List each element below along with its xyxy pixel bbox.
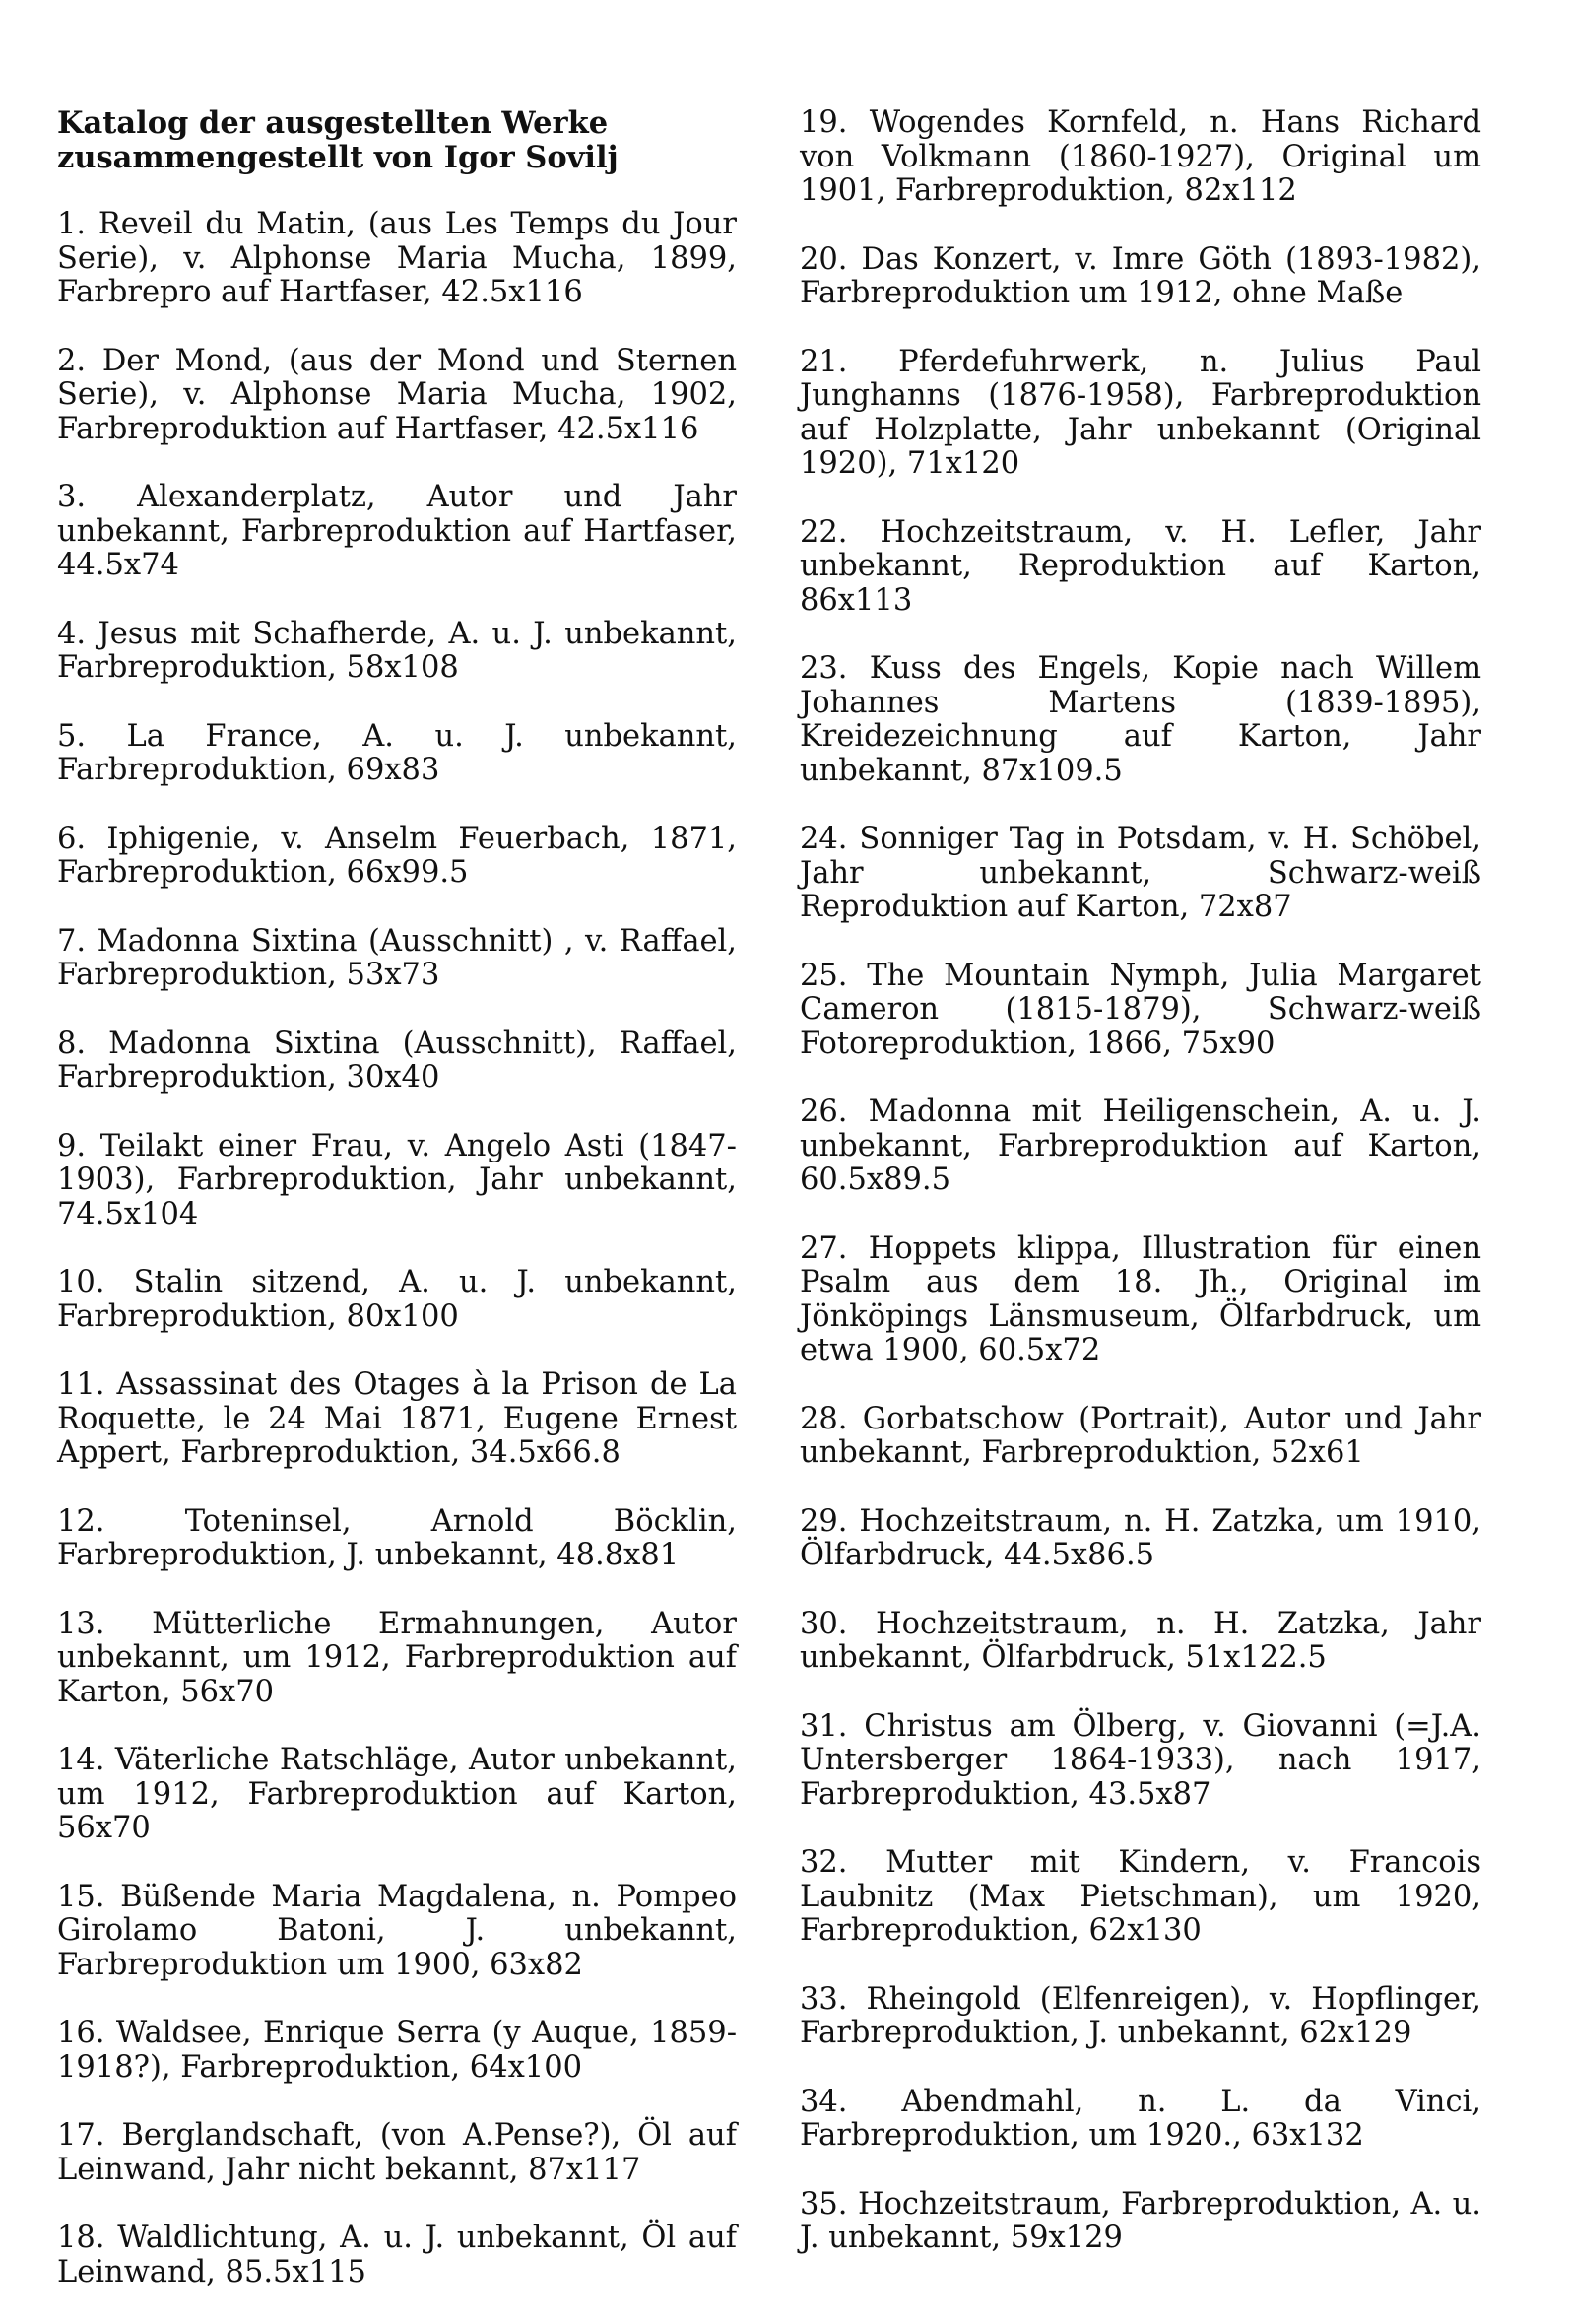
catalog-entry: 14. Väterliche Ratschläge, Autor unbekannt, um 1912, Farbreproduktion auf Karton, 56x70 [57, 1743, 737, 1845]
catalog-entry: 10. Stalin sitzend, A. u. J. unbekannt, Farbreproduktion, 80x100 [57, 1265, 737, 1334]
catalog-entry: 5. La France, A. u. J. unbekannt, Farbreproduktion, 69x83 [57, 718, 737, 787]
catalog-entry: 34. Abendmahl, n. L. da Vinci, Farbreproduktion, um 1920., 63x132 [800, 2084, 1481, 2153]
catalog-entry: 21. Pferdefuhrwerk, n. Julius Paul Junghanns (1876-1958), Farbreproduktion auf Holzplatte, Jahr unbekannt (Original 1920), 71x120 [800, 344, 1481, 481]
right-column [800, 106, 1481, 2291]
catalog-entry: 19. Wogendes Kornfeld, n. Hans Richard von Volkmann (1860-1927), Original um 1901, Farbreproduktion, 82x112 [800, 105, 1481, 208]
catalog-entry: 25. The Mountain Nymph, Julia Margaret Cameron (1815-1879), Schwarz-weiß Fotoreproduktion, 1866, 75x90 [800, 958, 1481, 1061]
catalog-entry: 24. Sonniger Tag in Potsdam, v. H. Schöbel, Jahr unbekannt, Schwarz-weiß Reproduktion auf Karton, 72x87 [800, 822, 1481, 924]
catalog-entry: 6. Iphigenie, v. Anselm Feuerbach, 1871, Farbreproduktion, 66x99.5 [57, 821, 737, 890]
left-column [57, 106, 737, 2324]
catalog-entry: 35. Hochzeitstraum, Farbreproduktion, A. u. J. unbekannt, 59x129 [800, 2186, 1481, 2255]
catalog-entry: 32. Mutter mit Kindern, v. Francois Laubnitz (Max Pietschman), um 1920, Farbreproduktion, 62x130 [800, 1845, 1481, 1948]
catalog-entry: 31. Christus am Ölberg, v. Giovanni (=J.A. Untersberger 1864-1933), nach 1917, Farbreproduktion, 43.5x87 [800, 1708, 1481, 1812]
catalog-entry: 7. Madonna Sixtina (Ausschnitt) , v. Raffael, Farbreproduktion, 53x73 [57, 923, 737, 992]
catalog-entry: 33. Rheingold (Elfenreigen), v. Hopflinger, Farbreproduktion, J. unbekannt, 62x129 [800, 1981, 1481, 2050]
catalog-entry: 16. Waldsee, Enrique Serra (y Auque, 1859-1918?), Farbreproduktion, 64x100 [57, 2016, 737, 2085]
catalog-entry: 26. Madonna mit Heiligenschein, A. u. J. unbekannt, Farbreproduktion auf Karton, 60.5x89.5 [800, 1095, 1481, 1197]
catalog-title [57, 106, 737, 174]
catalog-entry: 20. Das Konzert, v. Imre Göth (1893-1982), Farbreproduktion um 1912, ohne Maße [800, 241, 1481, 310]
catalog-entry: 3. Alexanderplatz, Autor und Jahr unbekannt, Farbreproduktion auf Hartfaser, 44.5x74 [57, 480, 737, 582]
catalog-entry: 17. Berglandschaft, (von A.Pense?), Öl auf Leinwand, Jahr nicht bekannt, 87x117 [57, 2118, 737, 2187]
catalog-entry: 29. Hochzeitstraum, n. H. Zatzka, um 1910, Ölfarbdruck, 44.5x86.5 [800, 1503, 1481, 1572]
catalog-entry: 11. Assassinat des Otages à la Prison de La Roquette, le 24 Mai 1871, Eugene Ernest Appert, Farbreproduktion, 34.5x66.8 [57, 1367, 737, 1470]
catalog-entry: 4. Jesus mit Schafherde, A. u. J. unbekannt, Farbreproduktion, 58x108 [57, 616, 737, 685]
catalog-title-line: zusammengestellt von Igor Sovilj [57, 139, 619, 175]
catalog-entry: 15. Büßende Maria Magdalena, n. Pompeo Girolamo Batoni, J. unbekannt, Farbreproduktion um 1900, 63x82 [57, 1879, 737, 1982]
catalog-entry: 22. Hochzeitstraum, v. H. Lefler, Jahr unbekannt, Reproduktion auf Karton, 86x113 [800, 514, 1481, 618]
catalog-entry: 30. Hochzeitstraum, n. H. Zatzka, Jahr unbekannt, Ölfarbdruck, 51x122.5 [800, 1606, 1481, 1675]
catalog-entry: 28. Gorbatschow (Portrait), Autor und Jahr unbekannt, Farbreproduktion, 52x61 [800, 1401, 1481, 1470]
catalog-title-line: Katalog der ausgestellten Werke [57, 105, 609, 141]
catalog-entry: 12. Toteninsel, Arnold Böcklin, Farbreproduktion, J. unbekannt, 48.8x81 [57, 1503, 737, 1572]
catalog-entry: 9. Teilakt einer Frau, v. Angelo Asti (1847-1903), Farbreproduktion, Jahr unbekannt, 74.5x104 [57, 1128, 737, 1231]
catalog-entry: 2. Der Mond, (aus der Mond und Sternen Serie), v. Alphonse Maria Mucha, 1902, Farbreproduktion auf Hartfaser, 42.5x116 [57, 343, 737, 446]
catalog-entry: 27. Hoppets klippa, Illustration für einen Psalm aus dem 18. Jh., Original im Jönköpings Länsmuseum, Ölfarbdruck, um etwa 1900, 60.5x72 [800, 1230, 1481, 1367]
catalog-entry: 8. Madonna Sixtina (Ausschnitt), Raffael, Farbreproduktion, 30x40 [57, 1026, 737, 1095]
catalog-entry: 23. Kuss des Engels, Kopie nach Willem Johannes Martens (1839-1895), Kreidezeichnung auf Karton, Jahr unbekannt, 87x109.5 [800, 651, 1481, 788]
catalog-entry: 13. Mütterliche Ermahnungen, Autor unbekannt, um 1912, Farbreproduktion auf Karton, 56x70 [57, 1606, 737, 1709]
catalog-entry: 18. Waldlichtung, A. u. J. unbekannt, Öl auf Leinwand, 85.5x115 [57, 2221, 737, 2290]
catalog-entry: 1. Reveil du Matin, (aus Les Temps du Jour Serie), v. Alphonse Maria Mucha, 1899, Farbrepro auf Hartfaser, 42.5x116 [57, 207, 737, 309]
